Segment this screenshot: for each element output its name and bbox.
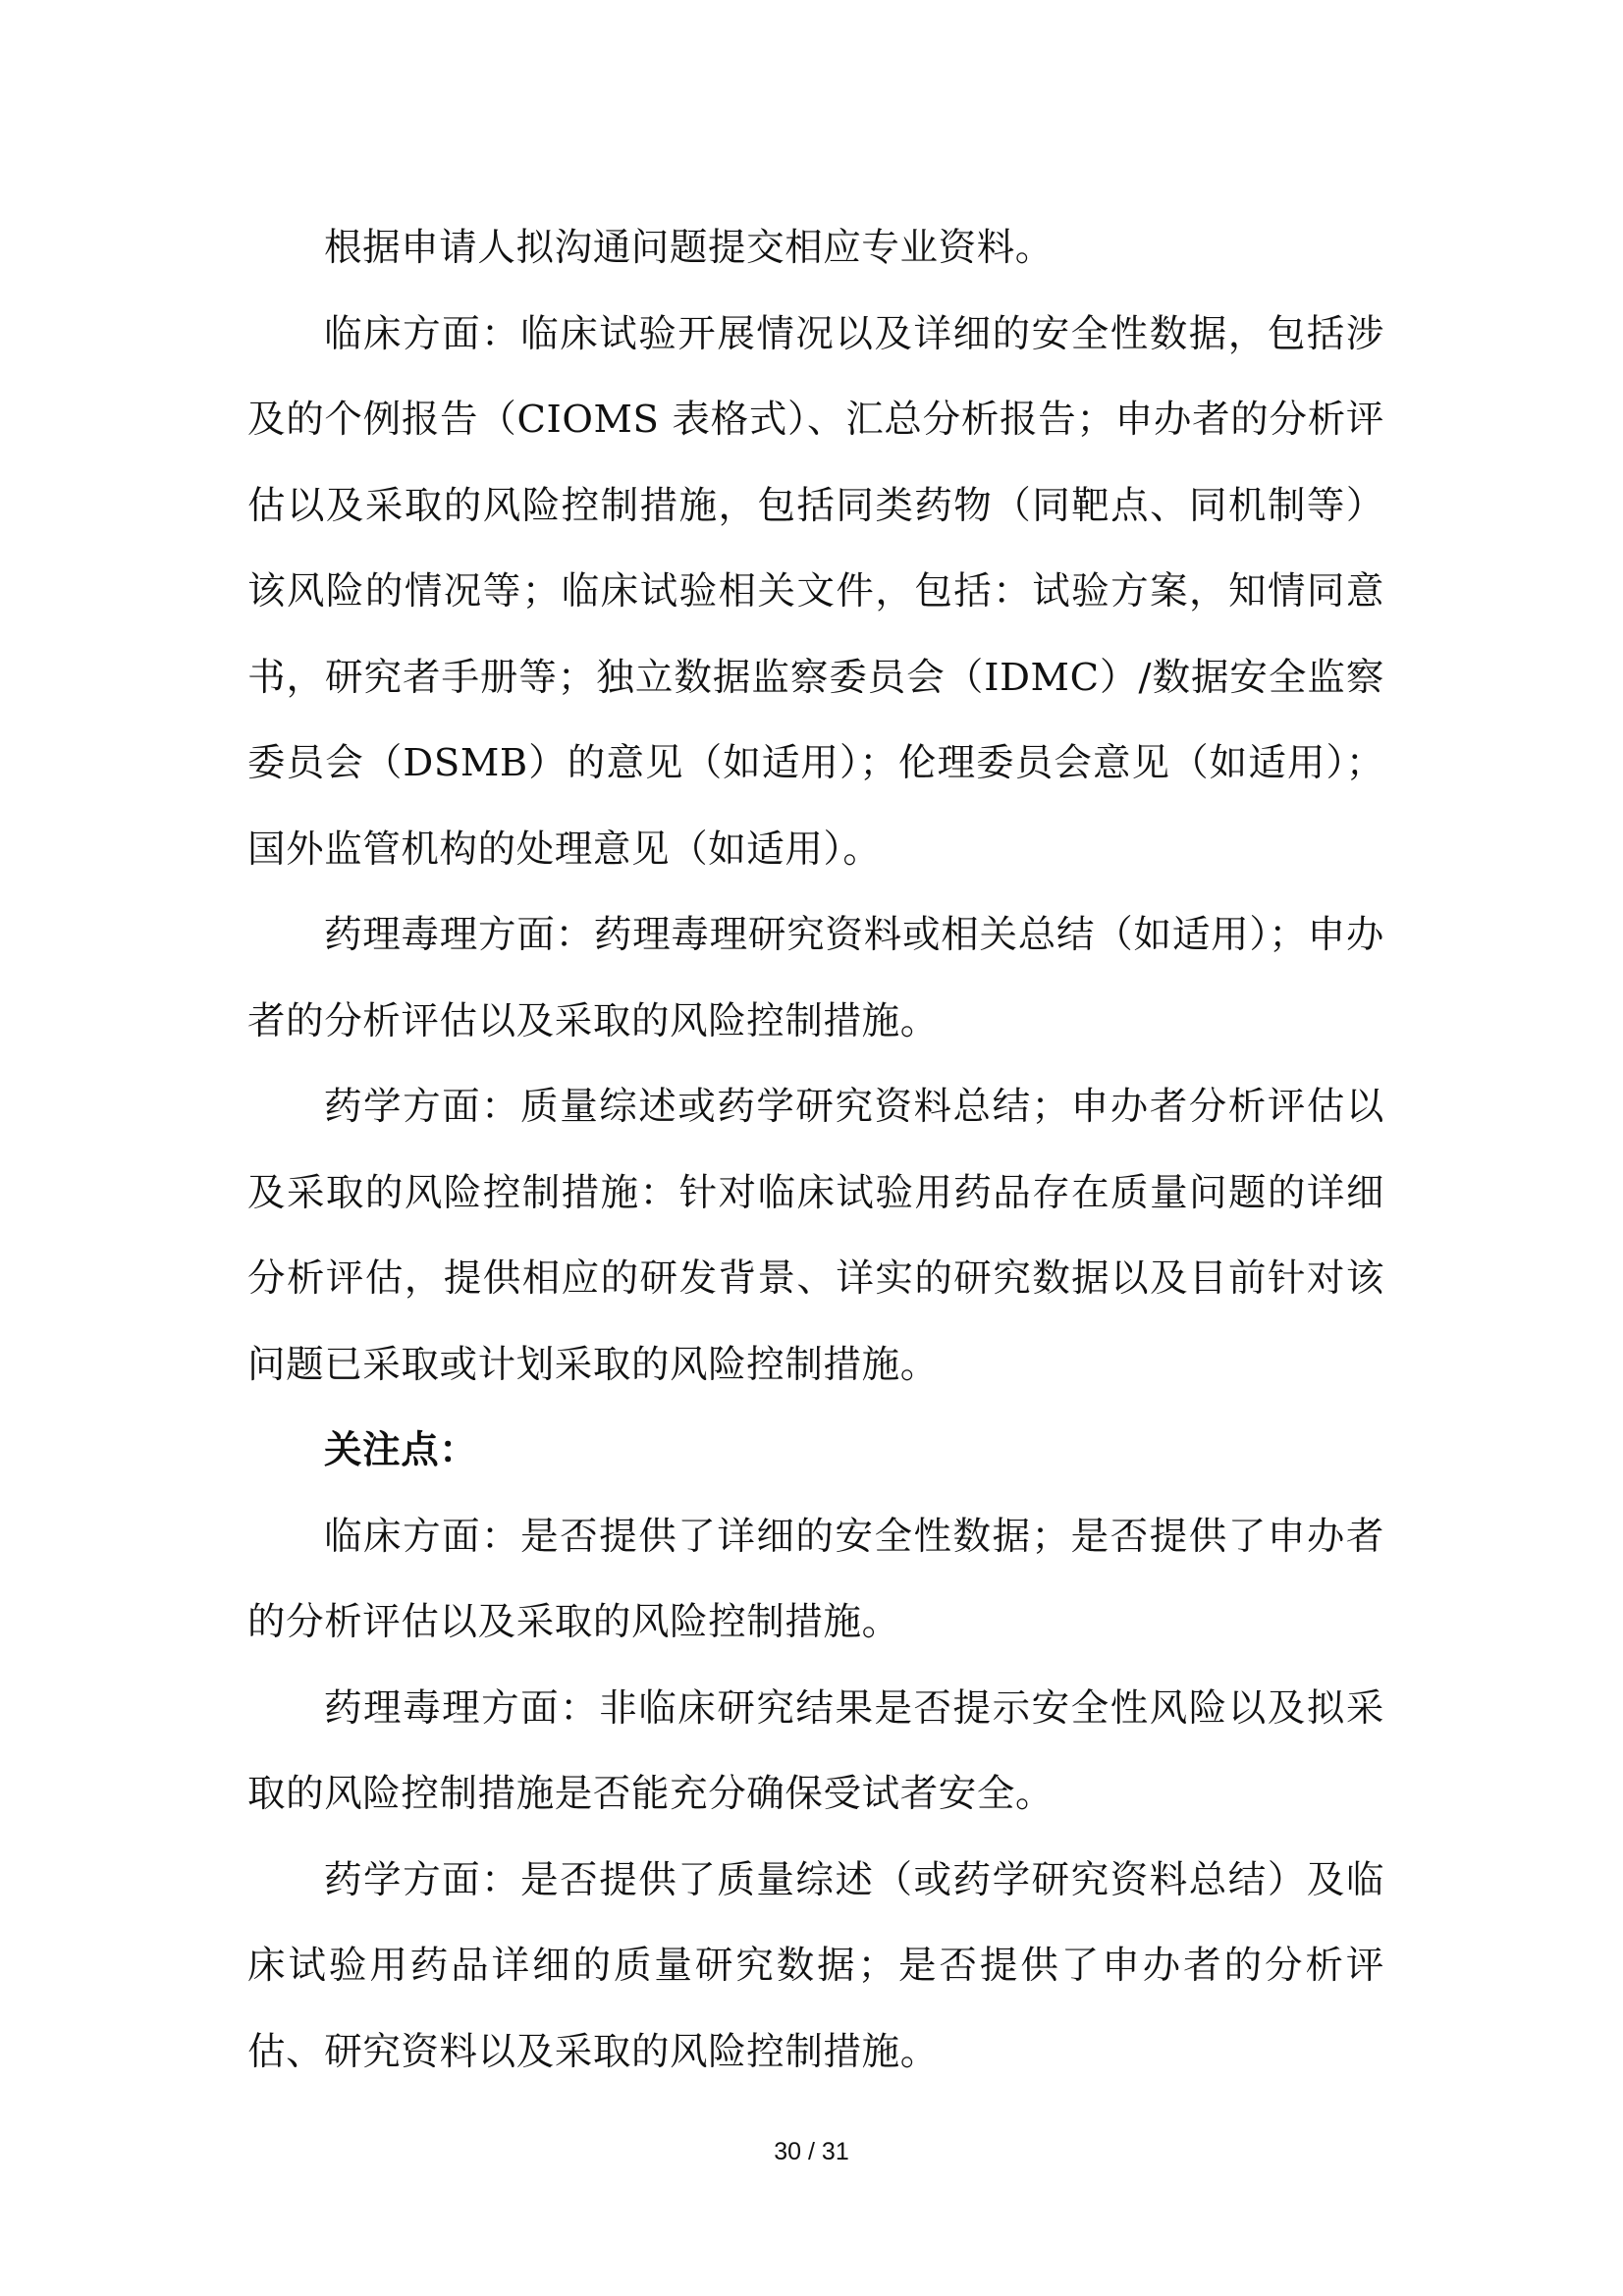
paragraph-cmc-materials: 药学方面：质量综述或药学研究资料总结；申办者分析评估以及采取的风险控制措施：针对临床试验用药品存在质量问题的详细分析评估，提供相应的研发背景、详实的研究数据以及目前针对该问题已采取或计划采取的风险控制措施。 <box>247 1085 1384 1387</box>
paragraph-pharmtox-materials: 药理毒理方面：药理毒理研究资料或相关总结（如适用）；申办者的分析评估以及采取的风险控制措施。 <box>247 913 1384 1043</box>
paragraph-submission-intro: 根据申请人拟沟通问题提交相应专业资料。 <box>324 226 1054 270</box>
document-body <box>247 205 1384 2095</box>
paragraph-clinical-focus: 临床方面：是否提供了详细的安全性数据；是否提供了申办者的分析评估以及采取的风险控制措施。 <box>247 1514 1384 1644</box>
paragraph-pharmtox-focus: 药理毒理方面：非临床研究结果是否提示安全性风险以及拟采取的风险控制措施是否能充分确保受试者安全。 <box>247 1685 1384 1816</box>
paragraph-clinical-materials: 临床方面：临床试验开展情况以及详细的安全性数据，包括涉及的个例报告（CIOMS 表格式）、汇总分析报告；申办者的分析评估以及采取的风险控制措施，包括同类药物（同靶点、同机制等）该风险的情况等；临床试验相关文件，包括：试验方案，知情同意书，研究者手册等；独立数据监察委员会（IDMC）/数据安全监察委员会（DSMB）的意见（如适用）；伦理委员会意见（如适用）；国外监管机构的处理意见（如适用）。 <box>247 311 1384 872</box>
focus-points-heading: 关注点： <box>324 1428 478 1472</box>
page-number: 30 / 31 <box>774 2138 849 2165</box>
paragraph-cmc-focus: 药学方面：是否提供了质量综述（或药学研究资料总结）及临床试验用药品详细的质量研究数据；是否提供了申办者的分析评估、研究资料以及采取的风险控制措施。 <box>247 1857 1384 2074</box>
